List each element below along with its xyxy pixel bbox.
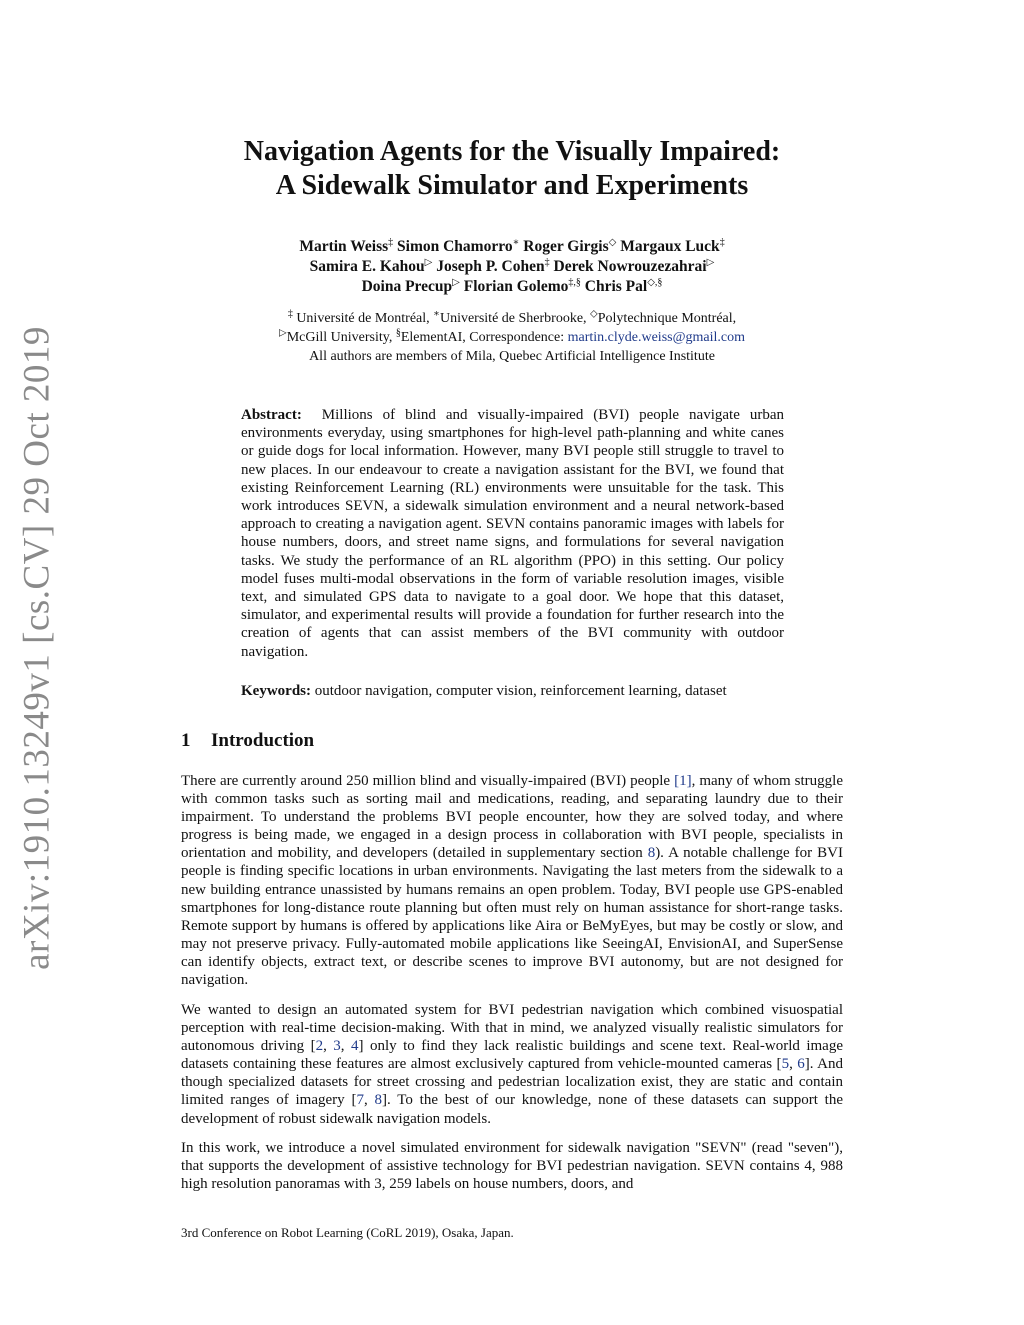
author-affiliation-mark: ‡ (719, 236, 725, 248)
affiliation-mark: ‡ (287, 308, 293, 320)
author-affiliation-mark: ‡,§ (568, 276, 581, 288)
citation-link[interactable]: 2 (315, 1038, 324, 1055)
abstract-label: Abstract: (241, 407, 302, 423)
author-name: Simon Chamorro (397, 238, 513, 255)
affiliation-mark: ◇ (590, 308, 598, 320)
paper-title-line-2: A Sidewalk Simulator and Experiments (275, 170, 749, 201)
paragraph-text: , (363, 1092, 375, 1109)
abstract-text: Millions of blind and visually-impaired (BVI) people navigate urban environments everyday, using smartphones for high-level path-planning and white canes or guide dogs for local information. However, many BVI people still struggle to travel to new places. In our endeavour to create a navigation assistant for the BVI, we found that existing Reinforcement Learning (RL) environments were unsuitable for the task. This work introduces SEVN, a sidewalk simulation environment and a neural network-based approach to creating a navigation agent. SEVN contains panoramic images with labels for house numbers, doors, and street name signs, and formulations for several navigation tasks. We study the performance of an RL algorithm (PPO) in this setting. Our policy model fuses multi-modal observations in the form of variable resolution images, visible text, and simulated GPS data to navigate to a goal door. We hope that this dataset, simulator, and experimental results will provide a foundation for further research into the creation of agents that can assist members of the BVI community with outdoor navigation. (241, 407, 784, 660)
author-name: Florian Golemo (463, 278, 569, 295)
affiliation-text: McGill University, (286, 330, 396, 345)
section-number: 1 (181, 730, 191, 751)
author-affiliation-mark: ◇ (608, 236, 617, 248)
correspondence-email-link[interactable]: martin.clyde.weiss@gmail.com (567, 330, 745, 345)
citation-link[interactable]: 3 (333, 1038, 341, 1055)
section-heading-introduction (181, 729, 314, 753)
author-line-3 (160, 277, 864, 297)
paragraph-text: , many of whom struggle with common tasks such as sorting mail and medications, reading, and separating laundry due to their impairment. To understand the problems BVI people encounter, how they are solved today, and where progress is being made, we engaged in a design process in collaboration with BVI people, specialists in orientation and mobility, and developers (detailed in supplementary section (181, 773, 843, 862)
section-title: Introduction (211, 730, 315, 751)
paragraph-text: ). A notable challenge for BVI people is finding specific locations in urban environments. Navigating the last meters from the sidewalk to a new building entrance unassisted by humans remains an open problem. Today, BVI people use GPS-enabled smartphones for long-distance route planning but often must rely on human assistance for short-range tasks. Remote support by humans is offered by applications like Aira or BeMyEyes, but may be costly or slow, and may not preserve privacy. Fully-automated mobile applications like SeeingAI, EnvisionAI, and SuperSense can identify objects, extract text, or describe scenes to improve BVI autonomy, but are not designed for navigation. (181, 845, 843, 989)
paper-title-line-1: Navigation Agents for the Visually Impaired: (243, 136, 781, 167)
citation-link[interactable]: 5 (781, 1056, 790, 1073)
paragraph-text: In this work, we introduce a novel simulated environment for sidewalk navigation "SEVN" (read "seven"), that supports the development of assistive technology for BVI pedestrian navigation. SEVN contains 4, 988 high resolution panoramas with 3, 259 labels on house numbers, doors, and (181, 1140, 843, 1193)
paragraph-text: ] only to find they lack realistic buildings and scene text. Real-world image datasets containing these features are almost exclusively captured from vehicle-mounted cameras [ (181, 1038, 844, 1073)
affiliation-line-2 (160, 328, 864, 347)
arxiv-identifier-stamp: arXiv:1910.13249v1 [cs.CV] 29 Oct 2019 (16, 326, 58, 970)
affiliation-text: ElementAI, Correspondence: (400, 330, 568, 345)
keywords-text: outdoor navigation, computer vision, reinforcement learning, dataset (314, 683, 727, 699)
intro-paragraph-1 (181, 772, 843, 989)
author-name: Martin Weiss (299, 238, 389, 255)
author-affiliation-mark: ∗ (512, 236, 520, 248)
paragraph-text: , (789, 1056, 798, 1073)
paragraph-text: , (340, 1038, 352, 1055)
citation-link[interactable]: 4 (351, 1038, 359, 1055)
affiliation-mark: § (395, 327, 401, 339)
citation-link[interactable]: 6 (797, 1056, 805, 1073)
author-name: Doina Precup (361, 278, 453, 295)
keywords (241, 682, 801, 700)
citation-link[interactable]: [1] (674, 773, 692, 789)
section-reference-link[interactable]: 8 (647, 845, 656, 862)
author-line-1 (160, 237, 864, 257)
paper-title (160, 135, 864, 203)
author-name: Derek Nowrouzezahrai (553, 258, 707, 275)
author-affiliation-mark: ▷ (424, 256, 433, 268)
author-list (160, 237, 864, 297)
author-name: Samira E. Kahou (309, 258, 425, 275)
paragraph-text: There are currently around 250 million blind and visually-impaired (BVI) people (181, 773, 675, 789)
affiliation-mark: ▷ (279, 327, 287, 339)
author-name: Margaux Luck (620, 238, 720, 255)
affiliation-text: Université de Montréal, (292, 311, 434, 326)
paragraph-text: ]. And though specialized datasets for street crossing and pedestrian localization exist, they are static and contain limited ranges of imagery [ (181, 1056, 843, 1109)
affiliation-text: Université de Sherbrooke, (439, 311, 591, 326)
citation-link[interactable]: 8 (374, 1092, 382, 1109)
author-affiliation-mark: ▷ (706, 256, 715, 268)
author-affiliation-mark: ◇,§ (647, 276, 663, 288)
author-name: Joseph P. Cohen (436, 258, 545, 275)
keywords-label: Keywords: (241, 683, 311, 699)
author-affiliation-mark: ‡ (544, 256, 550, 268)
affiliation-line-3: All authors are members of Mila, Quebec Artificial Intelligence Institute (309, 349, 715, 364)
paragraph-text: , (323, 1038, 334, 1055)
affiliation-line-1 (160, 309, 864, 328)
conference-footnote: 3rd Conference on Robot Learning (CoRL 2019), Osaka, Japan. (181, 1225, 514, 1240)
paragraph-text: ]. To the best of our knowledge, none of these datasets can support the development of robust sidewalk navigation models. (181, 1092, 844, 1127)
author-affiliation-mark: ‡ (388, 236, 394, 248)
affiliations (160, 309, 864, 366)
citation-link[interactable]: 7 (356, 1092, 364, 1109)
author-name: Roger Girgis (523, 238, 609, 255)
intro-paragraph-3 (181, 1139, 843, 1193)
abstract (241, 406, 784, 661)
author-affiliation-mark: ▷ (452, 276, 460, 288)
author-line-2 (160, 257, 864, 277)
paragraph-text: We wanted to design an automated system for BVI pedestrian navigation which combined visuospatial perception with real-time decision-making. With that in mind, we analyzed visually realistic simulators for autonomous driving [ (181, 1002, 843, 1055)
intro-paragraph-2 (181, 1001, 843, 1128)
author-name: Chris Pal (584, 278, 648, 295)
affiliation-text: Polytechnique Montréal, (597, 311, 737, 326)
affiliation-mark: ∗ (433, 308, 440, 320)
